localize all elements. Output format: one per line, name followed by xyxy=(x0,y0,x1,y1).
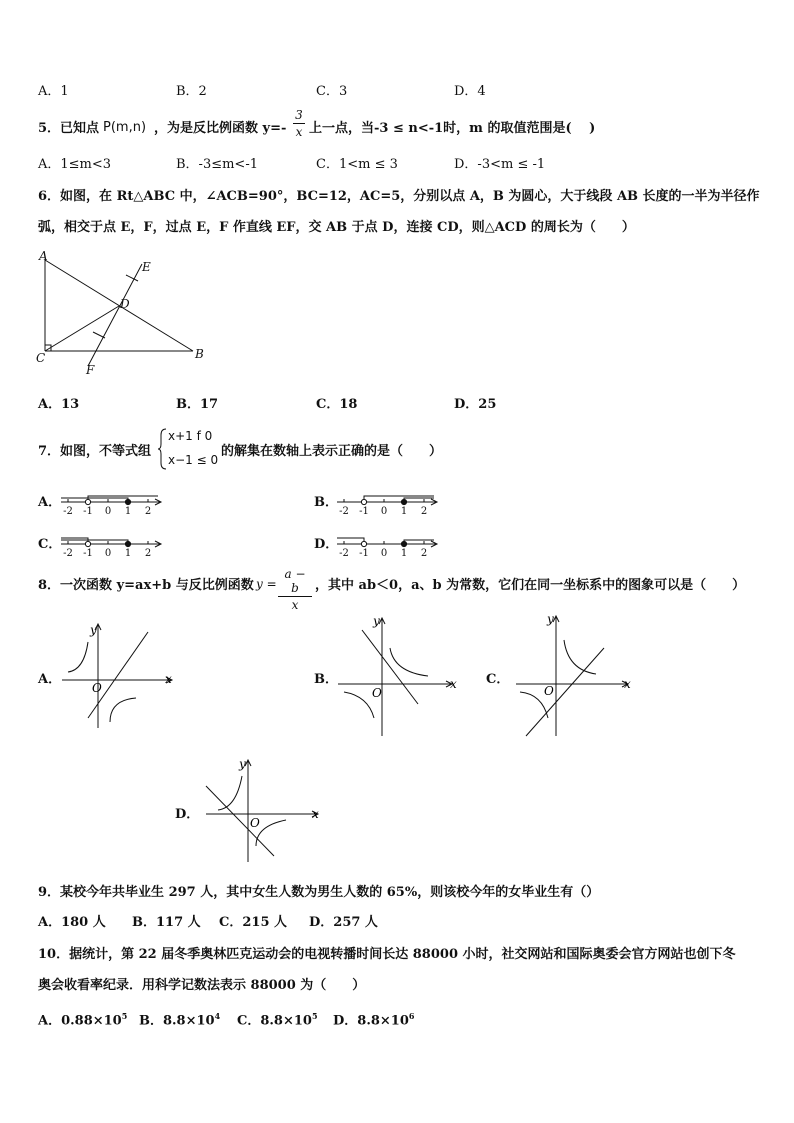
tick-label: -1 xyxy=(83,506,93,517)
q7-option-c-label: C． xyxy=(38,537,62,552)
q7-brace xyxy=(157,428,167,470)
tick-label: -1 xyxy=(359,548,369,559)
q10-option-b-exponent: 4 xyxy=(214,1011,221,1021)
q6-option-a: A．13 xyxy=(38,397,80,412)
label-f: F xyxy=(86,363,95,377)
q10-option-a-mantissa: A．0.88×10 xyxy=(38,1013,122,1029)
tick-label: 1 xyxy=(124,506,132,517)
label-b: B xyxy=(195,347,204,361)
x-axis-label: x xyxy=(312,807,319,821)
q8-option-a-label: A． xyxy=(38,672,62,687)
tick-label: 2 xyxy=(420,548,428,559)
origin-label: O xyxy=(250,816,260,830)
q8-option-c-label: C． xyxy=(486,672,510,687)
x-axis-label: x xyxy=(624,677,631,691)
q5-mid: ，为是反比例函数 y=- xyxy=(154,121,287,136)
q10-option-b-mantissa: B．8.8×10 xyxy=(139,1013,215,1029)
q8-graph-b xyxy=(336,612,460,738)
q5-fraction xyxy=(293,108,305,139)
y-axis-label: y xyxy=(90,623,97,637)
q9-option-b: B．117 人 xyxy=(132,915,201,930)
y-axis-label: y xyxy=(373,614,380,628)
q10-option-d xyxy=(333,1012,414,1027)
tick-label: -2 xyxy=(339,548,349,559)
q8-fraction xyxy=(278,567,312,612)
q6-line1: 6．如图，在 Rt△ABC 中，∠ACB=90°，BC=12，AC=5，分别以点 A，B 为圆心，大于线段 AB 长度的一半为半径作 xyxy=(38,189,760,204)
q8-graph-a xyxy=(58,620,178,732)
q4-option-c: C．3 xyxy=(316,84,348,99)
tick-label: -1 xyxy=(83,548,93,559)
q10-option-a xyxy=(38,1012,127,1027)
closed-point xyxy=(125,541,130,546)
q5-option-c: C．1<m ≤ 3 xyxy=(316,157,398,172)
q7-numberline-c xyxy=(60,526,164,560)
q5-option-b: B．-3≤m<-1 xyxy=(176,157,258,172)
y-axis-label: y xyxy=(239,757,246,771)
q9-option-c: C．215 人 xyxy=(219,915,288,930)
q5-lead: 5．已知点 xyxy=(38,121,100,136)
tick-label: -2 xyxy=(63,506,73,517)
tick-label: 0 xyxy=(104,548,112,559)
label-c: C xyxy=(36,351,46,365)
tick-label: 1 xyxy=(400,548,408,559)
tick-label: -1 xyxy=(359,506,369,517)
q5-tail: 上一点，当-3 ≤ n<-1时，m 的取值范围是( ) xyxy=(309,121,596,136)
tick-label: 0 xyxy=(380,506,388,517)
q7-option-d-label: D． xyxy=(314,537,339,552)
q7-numberline-d xyxy=(336,526,440,560)
solution-ray xyxy=(404,540,434,544)
q4-option-b: B．2 xyxy=(176,84,207,99)
q6-triangle-figure xyxy=(30,250,220,375)
q8-option-b-label: B． xyxy=(314,672,338,687)
q5-frac-num: 3 xyxy=(293,108,305,124)
q10-option-c xyxy=(237,1012,318,1027)
q9-text: 9．某校今年共毕业生 297 人，其中女生人数为男生人数的 65%，则该校今年的女毕业生有（） xyxy=(38,885,600,900)
q7-tail: 的解集在数轴上表示正确的是（ ） xyxy=(221,444,443,459)
open-point xyxy=(361,541,366,546)
closed-point xyxy=(125,499,130,504)
q7-system-line1: x+1 f 0 xyxy=(168,429,213,443)
q10-option-a-exponent: 5 xyxy=(121,1011,128,1021)
q10-option-b xyxy=(139,1012,220,1027)
closed-point xyxy=(401,541,406,546)
tick-label: 1 xyxy=(400,506,408,517)
open-point xyxy=(361,499,366,504)
q8-graph-d xyxy=(202,756,324,866)
origin-label: O xyxy=(372,686,382,700)
q7-lead: 7．如图，不等式组 xyxy=(38,444,152,459)
q8-option-d-label: D． xyxy=(175,807,200,822)
q4-option-d: D．4 xyxy=(454,84,486,99)
tick-label: -2 xyxy=(339,506,349,517)
tick-label: 2 xyxy=(420,506,428,517)
q9-option-a: A．180 人 xyxy=(38,915,106,930)
q8-frac-den: x xyxy=(291,598,299,612)
x-axis-label: x xyxy=(165,672,172,686)
q4-option-a: A．1 xyxy=(38,84,69,99)
solution-ray xyxy=(61,540,128,544)
q8-tail: ，其中 ab＜0，a、b 为常数，它们在同一坐标系中的图象可以是（ ） xyxy=(315,578,746,593)
closed-point xyxy=(401,499,406,504)
q6-option-d: D．25 xyxy=(454,397,497,412)
q8-graph-c xyxy=(512,610,636,738)
q7-option-a-label: A． xyxy=(38,495,62,510)
y-axis-label: y xyxy=(547,612,554,626)
q6-line2: 弧，相交于点 E，F，过点 E，F 作直线 EF，交 AB 于点 D，连接 CD，则△ACD 的周长为（ ） xyxy=(38,220,635,235)
q8-lead: 8．一次函数 y=ax+b 与反比例函数 xyxy=(38,578,254,593)
tick-label: -2 xyxy=(63,548,73,559)
label-a: A xyxy=(39,249,48,263)
solution-ray xyxy=(404,498,434,502)
q10-option-c-exponent: 5 xyxy=(311,1011,318,1021)
label-d: D xyxy=(120,297,130,311)
q5-point: P(m,n) xyxy=(103,120,147,135)
q10-option-c-mantissa: C．8.8×10 xyxy=(237,1013,312,1029)
solution-ray xyxy=(61,498,128,502)
tick-label: 0 xyxy=(380,548,388,559)
arc-mark-f xyxy=(93,332,105,338)
open-point xyxy=(85,499,90,504)
x-axis-label: x xyxy=(450,677,457,691)
q10-option-d-mantissa: D．8.8×10 xyxy=(333,1013,409,1029)
solution-ray xyxy=(337,538,364,544)
tick-label: 2 xyxy=(144,506,152,517)
q5-frac-den: x xyxy=(295,125,303,139)
q5-option-d: D．-3<m ≤ -1 xyxy=(454,157,546,172)
label-e: E xyxy=(142,260,151,274)
q7-numberline-a xyxy=(60,484,164,518)
q7-numberline-b xyxy=(336,484,440,518)
q7-system-line2: x−1 ≤ 0 xyxy=(168,453,219,467)
q6-option-c: C．18 xyxy=(316,397,358,412)
tick-label: 2 xyxy=(144,548,152,559)
q9-option-d: D．257 人 xyxy=(309,915,378,930)
q10-line1: 10．据统计，第 22 届冬季奥林匹克运动会的电视转播时间长达 88000 小时，社交网站和国际奥委会官方网站也创下冬 xyxy=(38,947,736,962)
open-point xyxy=(85,541,90,546)
q8-frac-lhs: y = xyxy=(256,577,277,591)
q7-option-b-label: B． xyxy=(314,495,338,510)
tick-label: 0 xyxy=(104,506,112,517)
q5-option-a: A．1≤m<3 xyxy=(38,157,112,172)
q8-frac-num: a − b xyxy=(278,567,312,597)
solution-ray xyxy=(61,538,88,544)
q6-option-b: B．17 xyxy=(176,397,219,412)
q10-line2: 奥会收看率纪录．用科学记数法表示 88000 为（ ） xyxy=(38,978,366,993)
origin-label: O xyxy=(92,681,102,695)
origin-label: O xyxy=(544,684,554,698)
q10-option-d-exponent: 6 xyxy=(408,1011,415,1021)
tick-label: 1 xyxy=(124,548,132,559)
